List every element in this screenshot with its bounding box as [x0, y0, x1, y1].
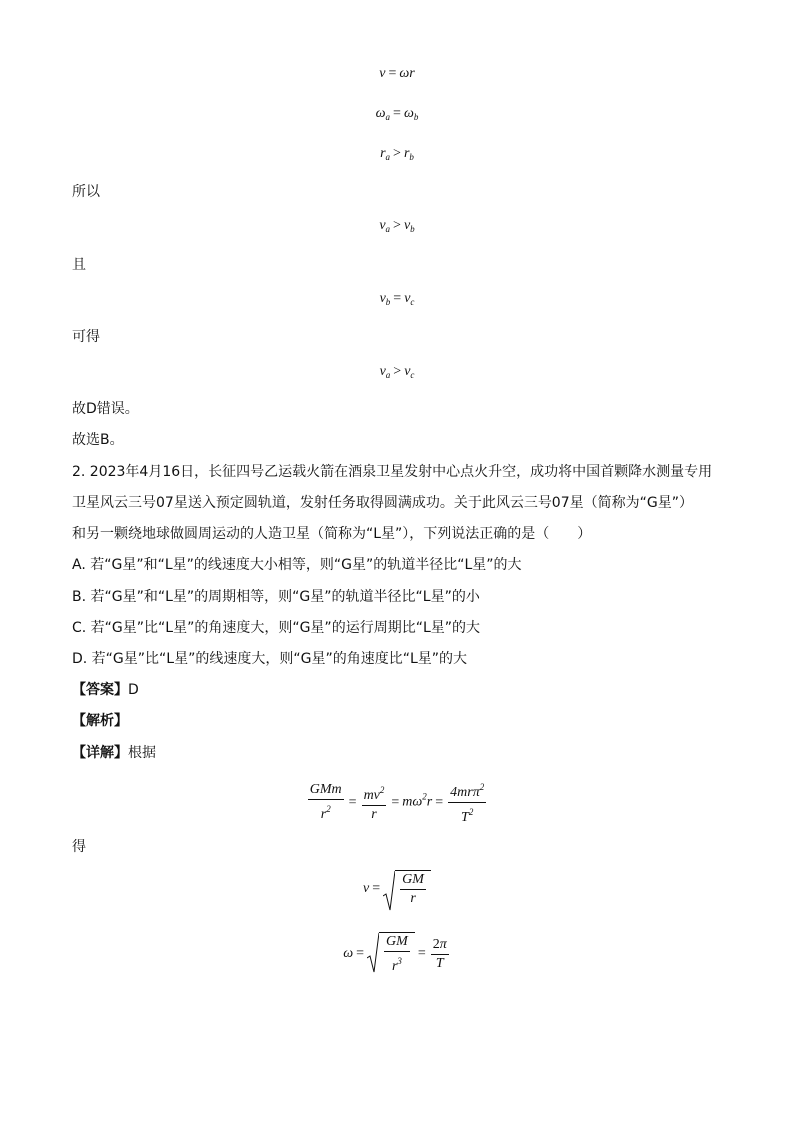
question-2-line-3: 和另一颗绕地球做圆周运动的人造卫星（简称为“L星”），下列说法正确的是（ ）: [72, 526, 592, 542]
equation-v-sqrt: v = $\frac{GM}{r}$: [0, 870, 794, 908]
text-kede: 可得: [72, 329, 100, 345]
answer-tag: 【答案】: [72, 682, 128, 698]
option-a: A. 若“G星”和“L星”的线速度大小相等，则“G星”的轨道半径比“L星”的大: [72, 557, 522, 573]
text-choose-b: 故选B。: [72, 432, 124, 448]
detail-tag: 【详解】: [72, 745, 128, 761]
question-2-line-2: 卫星风云三号07星送入预定圆轨道，发射任务取得圆满成功。关于此风云三号07星（简称为“G星”）: [72, 495, 693, 511]
equation-v-bc-equal: $v_b = v_c$: [379, 291, 415, 307]
analysis-tag: 【解析】: [72, 713, 128, 729]
answer-value: D: [128, 682, 139, 698]
text-qie: 且: [72, 257, 86, 273]
option-c: C. 若“G星”比“L星”的角速度大，则“G星”的运行周期比“L星”的大: [72, 620, 480, 636]
option-d: D. 若“G星”比“L星”的线速度大，则“G星”的角速度比“L星”的大: [72, 651, 467, 667]
question-2-line-1: 2. 2023年4月16日，长征四号乙运载火箭在酒泉卫星发射中心点火升空，成功将中国首颗降水测量专用: [72, 464, 713, 480]
equation-gravitation: $\frac{\text{GMm}}{r^2}$ = $\frac{mv^2}{r}$ = $m\omega^2r$ = $\frac{4mr\pi^2}{T^2}$: [0, 778, 794, 827]
equation-r-compare: $r_a > r_b$: [380, 146, 414, 162]
text-suoyi: 所以: [72, 184, 100, 200]
detail-line: [72, 743, 156, 763]
option-b: B. 若“G星”和“L星”的周期相等，则“G星”的轨道半径比“L星”的小: [72, 589, 480, 605]
text-d-wrong: 故D错误。: [72, 401, 139, 417]
equation-v-ab-compare: $v_a > v_b$: [379, 218, 415, 234]
answer-line: [72, 680, 139, 700]
equation-v-ac-compare: $v_a > v_c$: [379, 364, 415, 380]
text-de: 得: [72, 839, 86, 855]
equation-omega-sqrt: ω = $\frac{GM}{r^3}$ = $\frac{2\pi}{T}$: [343, 934, 447, 974]
equation-omega-equal: $\omega_a = \omega_b$: [375, 106, 419, 122]
equation-v-omega-r: v = ωr: [379, 66, 415, 81]
detail-text: 根据: [128, 745, 156, 761]
